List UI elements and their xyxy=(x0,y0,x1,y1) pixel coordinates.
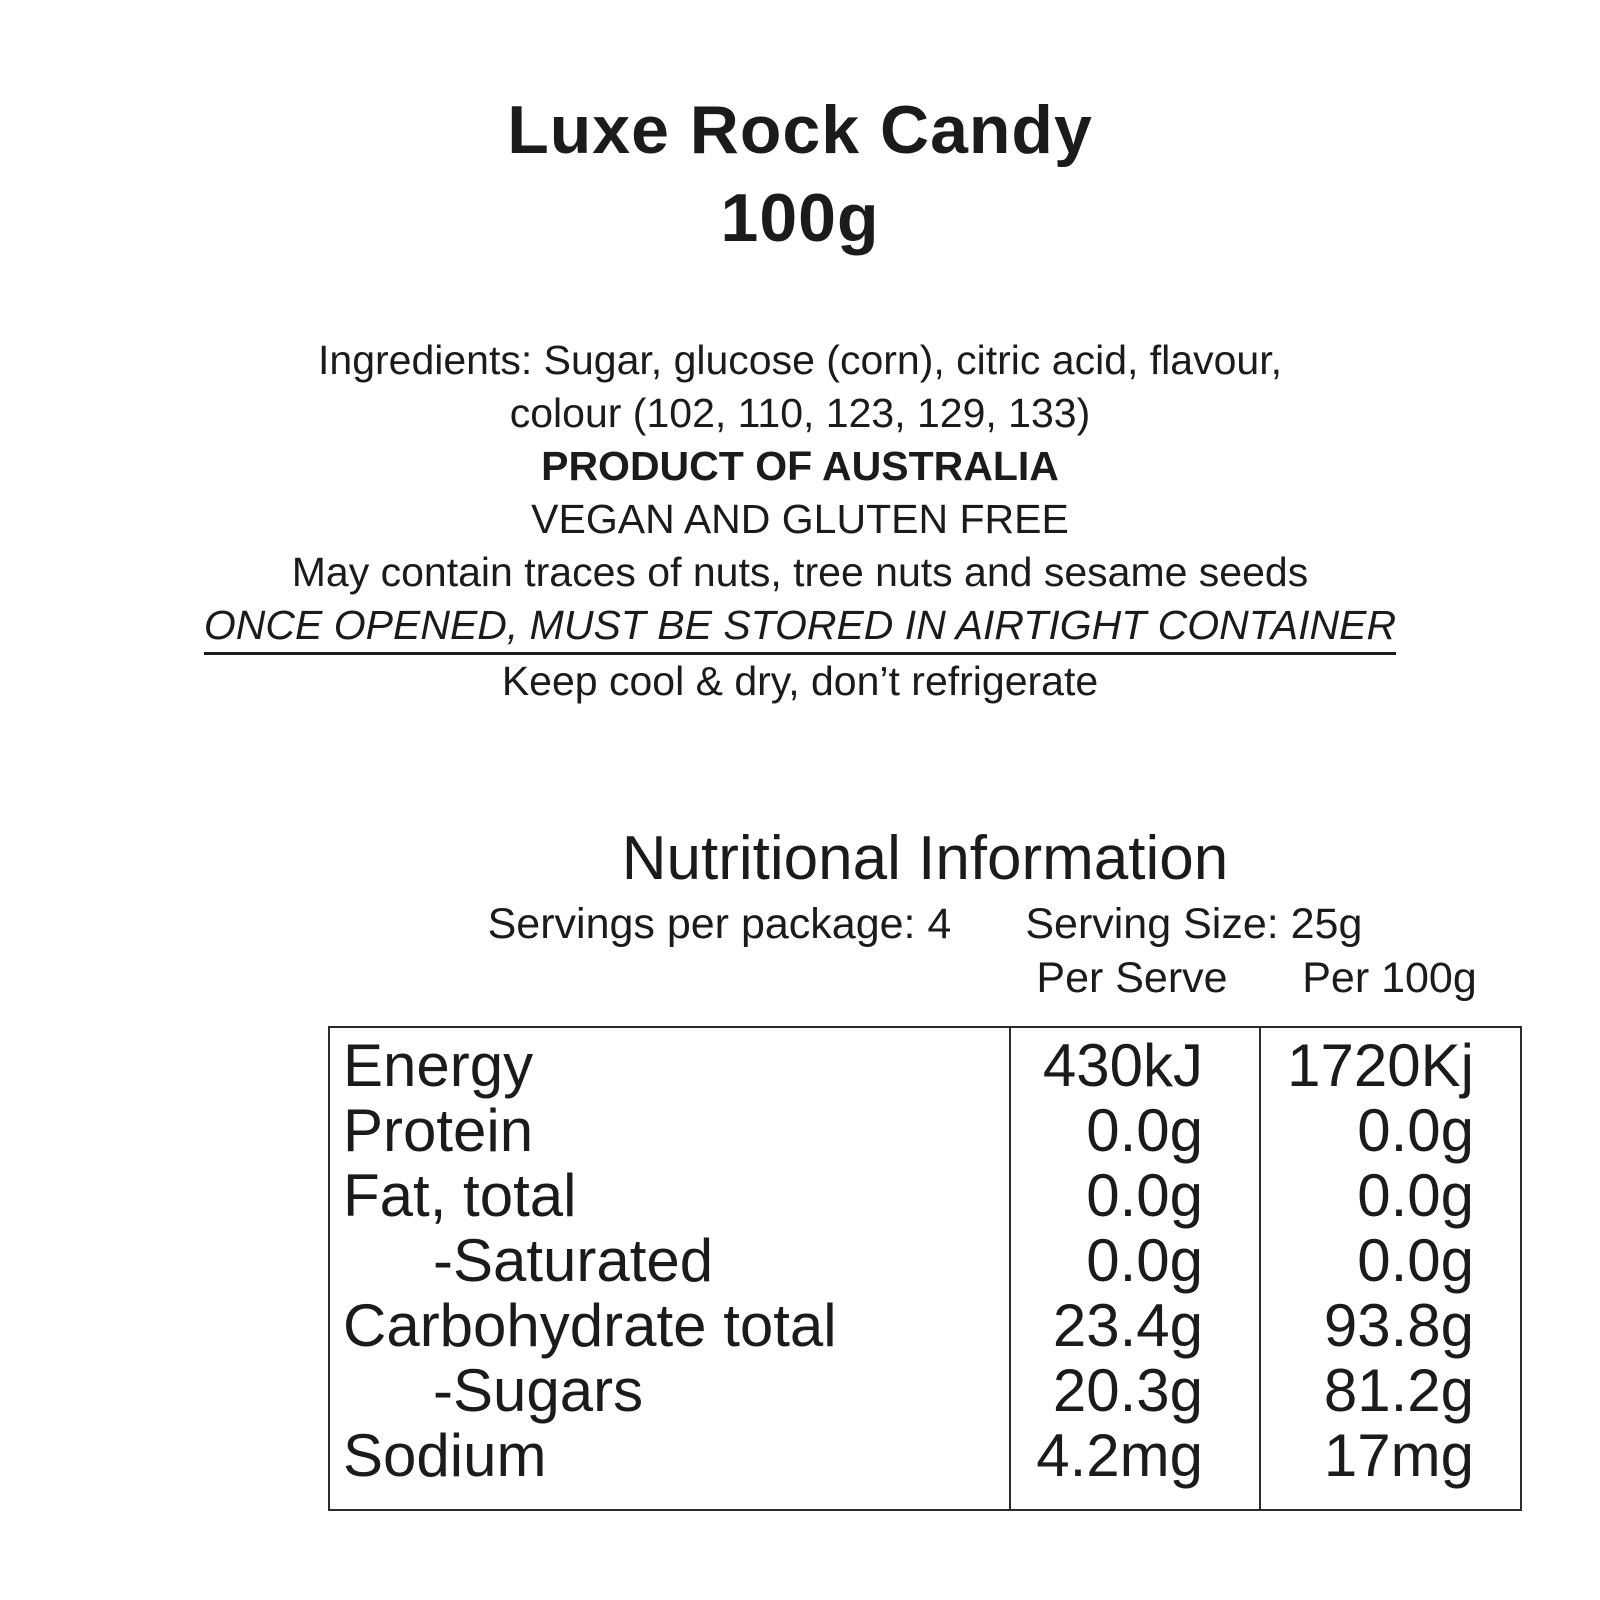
value-per-100g-fat-total: 0.0g xyxy=(1357,1162,1474,1229)
row-label-protein: Protein xyxy=(343,1097,534,1164)
product-title-block xyxy=(0,0,1600,262)
row-label-energy: Energy xyxy=(343,1032,534,1099)
value-per-serve-protein: 0.0g xyxy=(1086,1097,1203,1164)
origin-statement: PRODUCT OF AUSTRALIA xyxy=(541,443,1059,489)
servings-row xyxy=(328,898,1522,950)
nutrition-heading: Nutritional Information xyxy=(621,824,1229,893)
row-label-carbohydrate: Carbohydrate total xyxy=(343,1292,837,1359)
value-per-100g-carbohydrate: 93.8g xyxy=(1323,1292,1474,1359)
allergen-statement: May contain traces of nuts, tree nuts and sesame seeds xyxy=(291,549,1309,595)
serving-size: Serving Size: 25g xyxy=(1025,900,1363,948)
value-per-serve-sugars: 20.3g xyxy=(1052,1357,1203,1424)
value-per-100g-energy: 1720Kj xyxy=(1287,1032,1474,1099)
row-label-sodium: Sodium xyxy=(343,1422,547,1489)
row-label-saturated: -Saturated xyxy=(433,1227,714,1294)
storage-statement xyxy=(0,599,1600,655)
column-header-spacer xyxy=(328,952,1007,1004)
product-net-weight: 100g xyxy=(720,180,880,256)
servings-per-package: Servings per package: 4 xyxy=(487,900,952,948)
value-per-serve-carbohydrate: 23.4g xyxy=(1052,1292,1203,1359)
ingredients-line-2: colour (102, 110, 123, 129, 133) xyxy=(509,390,1091,436)
nutrition-table-per-serve-column xyxy=(1009,1028,1259,1509)
product-info-block xyxy=(0,334,1600,708)
value-per-100g-protein: 0.0g xyxy=(1357,1097,1474,1164)
column-header-per-serve: Per Serve xyxy=(1036,954,1228,1002)
value-per-serve-sodium: 4.2mg xyxy=(1036,1422,1203,1489)
nutrition-table xyxy=(328,1026,1522,1511)
nutrition-table-per-100g-column xyxy=(1259,1028,1520,1509)
value-per-serve-saturated: 0.0g xyxy=(1086,1227,1203,1294)
handling-statement: Keep cool & dry, don’t refrigerate xyxy=(501,658,1099,704)
value-per-100g-saturated: 0.0g xyxy=(1357,1227,1474,1294)
table-column-headers xyxy=(328,952,1522,1004)
value-per-serve-energy: 430kJ xyxy=(1042,1032,1203,1099)
nutrition-section xyxy=(328,826,1522,1511)
dietary-statement: VEGAN AND GLUTEN FREE xyxy=(531,496,1069,542)
value-per-100g-sugars: 81.2g xyxy=(1323,1357,1474,1424)
nutrition-table-label-column xyxy=(330,1028,1009,1509)
row-label-sugars: -Sugars xyxy=(433,1357,644,1424)
storage-statement-text: ONCE OPENED, MUST BE STORED IN AIRTIGHT CONTAINER xyxy=(204,599,1396,655)
column-header-per-100g: Per 100g xyxy=(1302,954,1477,1002)
ingredients-line-1: Ingredients: Sugar, glucose (corn), citric acid, flavour, xyxy=(318,337,1282,383)
row-label-fat-total: Fat, total xyxy=(343,1162,577,1229)
product-name: Luxe Rock Candy xyxy=(507,92,1093,168)
value-per-serve-fat-total: 0.0g xyxy=(1086,1162,1203,1229)
value-per-100g-sodium: 17mg xyxy=(1323,1422,1474,1489)
